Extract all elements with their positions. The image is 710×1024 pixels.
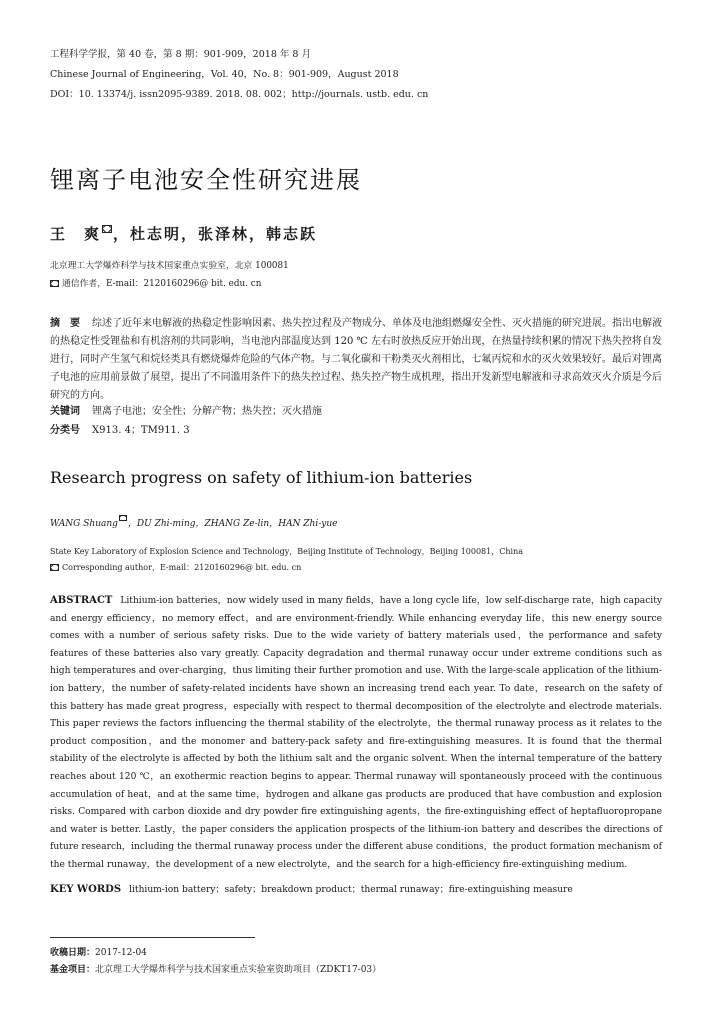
- abstract-en-label: ABSTRACT: [50, 595, 113, 606]
- footnote-fund: [50, 962, 381, 975]
- keywords-en-label: KEY WORDS: [50, 884, 122, 895]
- footnote-received: [50, 945, 147, 958]
- affiliation-en: State Key Laboratory of Explosion Science and Technology，Beijing Institute of Technology，Beijing 100081，China: [50, 547, 523, 556]
- corresponding-cn-text: 通信作者，E-mail：2120160296@ bit. edu. cn: [62, 279, 262, 289]
- authors-en: [50, 515, 337, 529]
- journal-header-cn: 工程科学学报，第 40 卷，第 8 期：901-909，2018 年 8 月: [50, 49, 311, 60]
- classification-cn: [50, 422, 190, 440]
- authors-rest-cn: ，杜志明，张泽林，韩志跃: [113, 225, 318, 243]
- abstract-cn: [50, 315, 662, 405]
- author-first-cn: 王 爽: [50, 225, 102, 243]
- author-first-en: WANG Shuang: [50, 519, 118, 529]
- envelope-icon: [50, 280, 59, 287]
- keywords-cn-label: 关键词: [50, 406, 80, 417]
- envelope-icon: [119, 515, 127, 521]
- abstract-cn-label: 摘 要: [50, 318, 80, 329]
- fund-text: 北京理工大学爆炸科学与技术国家重点实验室资助项目（ZDKT17-03）: [95, 965, 382, 975]
- corresponding-en-text: Corresponding author，E-mail：2120160296@ bit. edu. cn: [62, 563, 302, 572]
- classification-cn-label: 分类号: [50, 425, 80, 436]
- affiliation-cn: 北京理工大学爆炸科学与技术国家重点实验室，北京 100081: [50, 261, 289, 271]
- received-date: 2017-12-04: [95, 948, 147, 958]
- abstract-en: [50, 592, 662, 875]
- corresponding-cn: [50, 279, 261, 290]
- authors-cn: [50, 223, 317, 244]
- footnote-divider: [50, 937, 255, 938]
- envelope-icon: [102, 225, 112, 233]
- keywords-en: [50, 882, 573, 895]
- fund-label: 基金项目：: [50, 965, 96, 975]
- received-label: 收稿日期：: [50, 948, 96, 958]
- classification-cn-text: X913. 4；TM911. 3: [92, 425, 190, 436]
- keywords-cn-text: 锂离子电池；安全性；分解产物；热失控；灭火措施: [92, 406, 322, 417]
- authors-rest-en: ，DU Zhi-ming，ZHANG Ze-lin，HAN Zhi-yue: [127, 519, 338, 529]
- keywords-en-text: lithium-ion battery；safety；breakdown product；thermal runaway；fire-extinguishing measure: [129, 885, 573, 895]
- title-en: Research progress on safety of lithium-ion batteries: [50, 468, 473, 487]
- envelope-icon: [50, 564, 59, 571]
- title-cn: 锂离子电池安全性研究进展: [50, 166, 362, 194]
- keywords-cn: [50, 403, 322, 421]
- corresponding-en: [50, 562, 301, 573]
- journal-doi: DOI：10. 13374/j. issn2095-9389. 2018. 08. 002；http://journals. ustb. edu. cn: [50, 89, 429, 100]
- abstract-cn-text: 综述了近年来电解液的热稳定性影响因素、热失控过程及产物成分、单体及电池组燃爆安全性、灭火措施的研究进展。指出电解液的热稳定性受锂盐和有机溶剂的共同影响，当电池内部温度达到 120 ℃ 左右时放热反应开始出现，在热量持续积累的情况下热失控将自发进行，同时产生氢气和烷烃类具有燃烧爆炸危险的气体产物。与二氧化碳和干粉类灭火剂相比，七氟丙烷和水的灭火效果较好。最后对锂离子电池的应用前景做了展望，提出了不同滥用条件下的热失控过程、热失控产物生成机理，指出开发新型电解液和寻求高效灭火介质是今后研究的方向。: [50, 318, 662, 401]
- abstract-en-text: Lithium-ion batteries，now widely used in many fields，have a long cycle life，low self-discharge rate，high capacity and energy efficiency，no memory effect，and are environment-friendly. While enhancing everyday life，this new energy source comes with a number of serious safety risks. Due to the wide variety of battery materials used，the performance and safety features of these batteries also vary greatly. Capacity degradation and thermal runaway occur under extreme conditions such as high temperatures and over-charging，thus limiting their further promotion and use. With the large-scale application of the lithium-ion battery，the number of safety-related incidents have shown an increasing trend each year. To date，research on the safety of this battery has made great progress，especially with respect to thermal decomposition of the electrolyte and electrode materials. This paper reviews the factors influencing the thermal stability of the electrolyte，the thermal runaway process as it relates to the product composition，and the monomer and battery-pack safety and fire-extinguishing measures. It is found that the thermal stability of the electrolyte is affected by both the lithium salt and the organic solvent. When the internal temperature of the battery reaches about 120 ℃，an exothermic reaction begins to appear. Thermal runaway will spontaneously proceed with the continuous accumulation of heat，and at the same time，hydrogen and alkane gas products are produced that have combustion and explosion risks. Compared with carbon dioxide and dry powder fire extinguishing agents，the fire-extinguishing effect of heptafluoropropane and water is better. Lastly，the paper considers the application prospects of the lithium-ion battery and describes the directions of future research，including the thermal runaway process under the different abuse conditions，the product formation mechanism of the thermal runaway，the development of a new electrolyte，and the search for a high-efficiency fire-extinguishing medium.: [50, 596, 662, 870]
- journal-header-en: Chinese Journal of Engineering，Vol. 40，No. 8：901-909，August 2018: [50, 69, 399, 80]
